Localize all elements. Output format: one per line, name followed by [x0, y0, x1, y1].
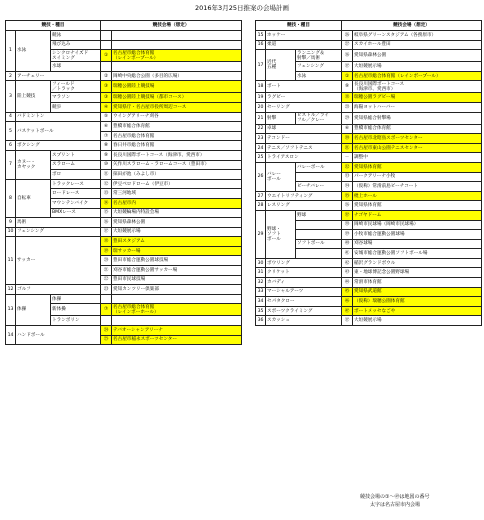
venue-map-number: [101, 294, 112, 304]
event-name: バレーボール: [296, 162, 342, 172]
table-row: [256, 297, 482, 307]
venue-name: 大垣競展示場: [353, 316, 482, 326]
venue-map-number: ⑯: [101, 218, 112, 228]
table-row: [256, 201, 482, 211]
table-row: [256, 143, 482, 153]
venue-map-number: ㊻: [342, 297, 353, 307]
venue-name: 刈谷市総合運動公園サッカー場: [112, 266, 242, 276]
sport-number: 33: [256, 287, 266, 297]
venue-map-number: ㊷: [342, 258, 353, 268]
event-name: トラックレース: [51, 179, 101, 189]
venue-map-number: ③: [101, 81, 112, 93]
venue-map-number: ⑯: [342, 50, 353, 62]
venue-map-number: ㉝: [342, 172, 353, 182]
venue-map-number: ①: [101, 50, 112, 62]
venue-map-number: ⑫: [101, 179, 112, 189]
sport-number: 8: [6, 179, 16, 217]
sport-name: クリケット: [266, 268, 342, 278]
event-name: [296, 172, 342, 182]
venue-name: [112, 294, 242, 304]
table-row: [256, 258, 482, 268]
venue-name: 愛知県森林公園: [353, 50, 482, 62]
table-row: [256, 50, 482, 62]
sport-name: 野球・ ソフト ボール: [266, 210, 296, 258]
venue-name: スカイホール豊田: [353, 40, 482, 50]
venue-map-number: ⑥: [342, 124, 353, 134]
sport-number: 13: [6, 294, 16, 325]
venue-name: 愛知県武道館: [353, 287, 482, 297]
table-row: [256, 153, 482, 163]
table-row: [6, 112, 242, 122]
sport-number: 21: [256, 112, 266, 124]
venue-map-number: ㉟: [342, 191, 353, 201]
sport-name: ホッケー: [266, 31, 342, 41]
venue-name: 刈谷球場: [353, 239, 482, 249]
venue-map-number: ②: [101, 71, 112, 81]
venue-map-number: ㉘: [342, 102, 353, 112]
venue-map-number: ㊶: [342, 249, 353, 259]
table-row: [6, 218, 242, 228]
venue-map-number: ⑲: [101, 246, 112, 256]
sport-number: 4: [6, 112, 16, 122]
sport-name: 馬術: [16, 218, 101, 228]
table-row: [6, 81, 242, 93]
venue-name: 探田が池（みよし市）: [112, 170, 242, 180]
sport-name: 柔道: [266, 40, 342, 50]
venue-map-number: [101, 62, 112, 72]
venue-name: 小牧市総合運動公園球場: [353, 230, 482, 240]
venue-name: 岡崎市民球場（岡崎市民球場）: [353, 220, 482, 230]
table-row: [6, 285, 242, 295]
venue-map-number: ㉓: [101, 285, 112, 295]
table-row: [256, 162, 482, 172]
venue-map-number: ⑱: [101, 237, 112, 247]
venue-name: 大垣競輪場内特設会場: [112, 208, 242, 218]
venue-map-number: ㉑: [101, 266, 112, 276]
sport-number: 26: [256, 162, 266, 191]
venue-map-number: ⑰: [342, 316, 353, 326]
venue-name: 名古屋市稲永スポーツセンター: [112, 335, 242, 345]
venue-name: [112, 316, 242, 326]
venue-map-number: ⑨: [342, 81, 353, 93]
right-venue-table: [255, 20, 482, 326]
event-name: ピストル／ライ フル／クレー: [296, 112, 342, 124]
sport-name: 陸上競技: [16, 81, 51, 112]
sport-name: バレー ボール: [266, 162, 296, 191]
venue-name: 瑞穂公園陸上競技場: [112, 81, 242, 93]
table-row: [6, 326, 242, 336]
venue-map-number: [101, 40, 112, 50]
venue-name: 愛知県庁・名古屋市役所周辺コース: [112, 102, 242, 112]
venue-map-number: [101, 316, 112, 326]
event-name: 水球: [51, 62, 101, 72]
sport-name: バドミントン: [16, 112, 101, 122]
event-name: スラローム: [51, 160, 101, 170]
venue-map-number: ㊹: [342, 278, 353, 288]
event-name: BMXレース: [51, 208, 101, 218]
sport-name: ウエイトリフティング: [266, 191, 342, 201]
sport-name: 自転車: [16, 179, 51, 217]
venue-map-number: －: [342, 153, 353, 163]
sport-number: 24: [256, 143, 266, 153]
sport-name: 卓球: [266, 124, 342, 134]
venue-name: 岡崎中央総合公園（多目的広場）: [112, 71, 242, 81]
sport-number: 28: [256, 201, 266, 211]
venue-map-number: ⑤: [101, 112, 112, 122]
venue-map-number: ㉞: [342, 182, 353, 192]
venue-name: 春日井市総合体育館: [112, 141, 242, 151]
venue-map-number: ㊺: [342, 287, 353, 297]
venue-map-number: ⑦: [101, 304, 112, 316]
left-venue-table: [5, 20, 242, 345]
event-name: 野球: [296, 210, 342, 220]
venue-name: 枇上ホール: [353, 191, 482, 201]
venue-name: 愛知カンツリー倶楽部: [112, 285, 242, 295]
sport-number: 7: [6, 150, 16, 179]
table-row: [6, 141, 242, 151]
sport-name: ゴルフ: [16, 285, 101, 295]
sport-name: トライアスロン: [266, 153, 342, 163]
venue-name: 愛知県体育館: [353, 201, 482, 211]
venue-map-number: ⑰: [101, 227, 112, 237]
table-row: [6, 150, 242, 160]
venue-name: 豊橋市総合体育館: [353, 124, 482, 134]
table-row: [256, 124, 482, 134]
sport-name: ボート: [266, 81, 342, 93]
event-name: フェンシング: [296, 62, 342, 72]
venue-map-number: ④: [101, 102, 112, 112]
venue-map-number: ㉚: [342, 134, 353, 144]
sport-number: 23: [256, 134, 266, 144]
table-row: [6, 237, 242, 247]
note-map-numbers: 競技会場の①～㊾は地図の番号: [360, 494, 430, 500]
sport-number: 22: [256, 124, 266, 134]
sport-number: 36: [256, 316, 266, 326]
sport-number: 6: [6, 141, 16, 151]
venue-name: 豊田スタジアム: [112, 237, 242, 247]
venue-map-number: ⑱: [342, 93, 353, 103]
venue-name: 常三河地域: [112, 189, 242, 199]
venue-map-number: ①: [342, 71, 353, 81]
venue-name: （仮称）常滑前島ビーチコート: [353, 182, 482, 192]
venue-name: ウイングアリーナ刈谷: [112, 112, 242, 122]
sport-name: セパタクロー: [266, 297, 342, 307]
venue-map-number: ㊳: [342, 220, 353, 230]
venue-name: テバオーシャンアリーナ: [112, 326, 242, 336]
sport-number: 10: [6, 227, 16, 237]
venue-map-number: ⑩: [101, 160, 112, 170]
venue-map-number: ⑭: [101, 198, 112, 208]
table-row: [6, 227, 242, 237]
sport-number: 2: [6, 71, 16, 81]
venue-name: 大垣競展示場: [112, 227, 242, 237]
sport-name: ボクシング: [16, 141, 101, 151]
sport-name: 水泳: [16, 31, 51, 72]
venue-map-number: ㉗: [342, 40, 353, 50]
venue-name: 東・地球博記念公園野球場: [353, 268, 482, 278]
sport-number: 35: [256, 306, 266, 316]
sport-name: サッカー: [16, 237, 101, 285]
sport-name: テコンドー: [266, 134, 342, 144]
event-name: トランポリン: [51, 316, 101, 326]
venue-map-number: ㉒: [101, 275, 112, 285]
venue-map-number: ㉖: [342, 31, 353, 41]
sport-name: スカッシュ: [266, 316, 342, 326]
venue-map-number: ㊱: [342, 201, 353, 211]
venue-map-number: ㉜: [342, 162, 353, 172]
venue-name: 名古屋市総合体育館: [112, 131, 242, 141]
venue-map-number: ㉛: [342, 143, 353, 153]
sport-number: 17: [256, 50, 266, 81]
venue-map-number: ㊸: [342, 268, 353, 278]
venue-name: 常滑市体育館: [353, 278, 482, 288]
sport-number: 30: [256, 258, 266, 268]
venue-name: 岐阜県グリーンスタジアム（各務原市）: [353, 31, 482, 41]
header-sport-right: 競技・種目: [256, 21, 342, 31]
venue-name: 瑞サッカー場: [112, 246, 242, 256]
sport-name: マーシャルアーツ: [266, 287, 342, 297]
table-row: [256, 134, 482, 144]
sport-number: 19: [256, 93, 266, 103]
event-name: シンクロナイズド スイミング: [51, 50, 101, 62]
event-name: 体操: [51, 294, 101, 304]
venue-name: ナゴヤドーム: [353, 210, 482, 220]
table-row: [256, 287, 482, 297]
table-row: [256, 93, 482, 103]
venue-name: 名古屋市総合体育館 （レインボーホール）: [112, 304, 242, 316]
venue-name: 名古屋市北昭鳥スポーツセンター: [353, 134, 482, 144]
venue-name: 豊橋市総合体育館: [112, 122, 242, 132]
venue-map-number: [101, 31, 112, 41]
sport-number: 1: [6, 31, 16, 72]
table-row: [256, 40, 482, 50]
table-row: [256, 81, 482, 93]
venue-name: 伊豆ベロドローム（伊豆市）: [112, 179, 242, 189]
sport-name: 体操: [16, 294, 51, 325]
sport-number: 18: [256, 81, 266, 93]
venue-map-number: ㊲: [342, 210, 353, 220]
sport-name: ボウリング: [266, 258, 342, 268]
event-name: マウンテンバイク: [51, 198, 101, 208]
venue-name: [112, 31, 242, 41]
venue-name: ボートメッセなごや: [353, 306, 482, 316]
sport-number: 31: [256, 268, 266, 278]
event-name: 飛び込み: [51, 40, 101, 50]
sport-number: 5: [6, 122, 16, 141]
sport-name: 射撃: [266, 112, 296, 124]
sport-number: 27: [256, 191, 266, 201]
event-name: [296, 230, 342, 240]
table-row: [6, 294, 242, 304]
table-row: [256, 306, 482, 316]
sport-number: 25: [256, 153, 266, 163]
table-row: [256, 316, 482, 326]
event-name: 競歩: [51, 102, 101, 112]
sport-number: 11: [6, 237, 16, 285]
venue-map-number: ⑪: [101, 170, 112, 180]
event-name: スプリント: [51, 150, 101, 160]
venue-name: 名古屋市東山公園テニスセンター: [353, 143, 482, 153]
venue-name: 安城市総合運動公園ソフトボール場: [353, 249, 482, 259]
header-venue: 競技会場（想定）: [101, 21, 242, 31]
venue-name: 愛知県総合射撃場: [353, 112, 482, 124]
venue-name: 豊田市総合運動公園球技場: [112, 256, 242, 266]
event-name: ビーチバレー: [296, 182, 342, 192]
venue-name: 瑞穂公園ラグビー場: [353, 93, 482, 103]
venue-map-number: ⑨: [101, 150, 112, 160]
venue-name: 愛知県森林公園: [112, 218, 242, 228]
table-row: [6, 31, 242, 41]
table-row: [256, 268, 482, 278]
table-row: [256, 191, 482, 201]
venue-map-number: ㊴: [342, 230, 353, 240]
sport-name: バスケットボール: [16, 122, 101, 141]
sport-name: テニス／ソフトテニス: [266, 143, 342, 153]
table-row: [256, 31, 482, 41]
venue-name: 矢作川スラローム・ラロームコース（豊田市）: [112, 160, 242, 170]
sport-name: カヌー・ カヤック: [16, 150, 51, 179]
venue-map-number: ⑳: [101, 256, 112, 266]
venue-name: （仮称）瑞穂公園体育館: [353, 297, 482, 307]
sport-name: ハンドボール: [16, 326, 101, 345]
sport-name: アーチェリー: [16, 71, 101, 81]
sport-number: 20: [256, 102, 266, 112]
event-name: [296, 220, 342, 230]
table-row: [6, 179, 242, 189]
venue-name: 調整中: [353, 153, 482, 163]
venue-map-number: ㊼: [342, 306, 353, 316]
venue-name: 名古屋市総合体育館 （レインボープール）: [112, 50, 242, 62]
table-row: [6, 71, 242, 81]
sport-number: 12: [6, 285, 16, 295]
venue-name: パークアリーナ小牧: [353, 172, 482, 182]
page-title: 2016年3月25日推案の会場計画: [195, 4, 289, 12]
sport-number: 15: [256, 31, 266, 41]
event-name: 水泳: [296, 71, 342, 81]
venue-name: [112, 62, 242, 72]
sport-number: 14: [6, 326, 16, 345]
venue-map-number: ⑥: [101, 122, 112, 132]
table-row: [6, 122, 242, 132]
venue-map-number: ⑬: [101, 189, 112, 199]
sport-name: レスリング: [266, 201, 342, 211]
venue-name: 豊田市民球技場: [112, 275, 242, 285]
sport-name: セーリング: [266, 102, 342, 112]
header-venue-right: 競技会場（想定）: [342, 21, 482, 31]
event-name: マラソン: [51, 93, 101, 103]
table-row: [256, 112, 482, 124]
sport-number: 29: [256, 210, 266, 258]
venue-name: 長良川国際ボートコース（海津市、愛西市）: [112, 150, 242, 160]
event-name: フィールド ／トラック: [51, 81, 101, 93]
event-name: ロードレース: [51, 189, 101, 199]
venue-name: 長良川国際ボートコース （海津市、愛西市）: [353, 81, 482, 93]
sport-name: フェンシング: [16, 227, 101, 237]
header-sport: 競技・種目: [6, 21, 101, 31]
sport-name: ラグビー: [266, 93, 342, 103]
venue-map-number: ⑦: [101, 131, 112, 141]
event-name: [296, 249, 342, 259]
event-name: ランニング＆ 射撃／馬術: [296, 50, 342, 62]
event-name: 新体操: [51, 304, 101, 316]
sport-name: スポーツクライミング: [266, 306, 342, 316]
event-name: ポロ: [51, 170, 101, 180]
venue-map-number: ⑰: [342, 62, 353, 72]
venue-name: 名古屋市内: [112, 198, 242, 208]
venue-name: 瑞穂公園陸上競技場（都市コース）: [112, 93, 242, 103]
venue-map-number: ⑧: [101, 141, 112, 151]
venue-map-number: ⑮: [101, 208, 112, 218]
venue-name: [112, 40, 242, 50]
sport-number: 3: [6, 81, 16, 112]
table-row: [256, 210, 482, 220]
sport-name: 近代 五種: [266, 50, 296, 81]
table-row: [256, 278, 482, 288]
event-name: 競泳: [51, 31, 101, 41]
venue-map-number: ㉙: [342, 112, 353, 124]
venue-name: 愛知県体育館: [353, 162, 482, 172]
venue-name: 大垣競展示場: [353, 62, 482, 72]
venue-map-number: ㉔: [101, 326, 112, 336]
venue-map-number: ㉕: [101, 335, 112, 345]
venue-name: 稲沢グランドボウル: [353, 258, 482, 268]
venue-name: 海陽ヨットハーバー: [353, 102, 482, 112]
sport-name: カバディ: [266, 278, 342, 288]
note-bold-nagoya: 太字は名古屋市内会場: [370, 502, 421, 508]
sport-number: 9: [6, 218, 16, 228]
event-name: ソフトボール: [296, 239, 342, 249]
table-row: [256, 102, 482, 112]
sport-number: 16: [256, 40, 266, 50]
sport-number: 34: [256, 297, 266, 307]
venue-map-number: ㊵: [342, 239, 353, 249]
venue-map-number: ③: [101, 93, 112, 103]
sport-number: 32: [256, 278, 266, 288]
venue-name: 名古屋市総合体育館（レインボープール）: [353, 71, 482, 81]
